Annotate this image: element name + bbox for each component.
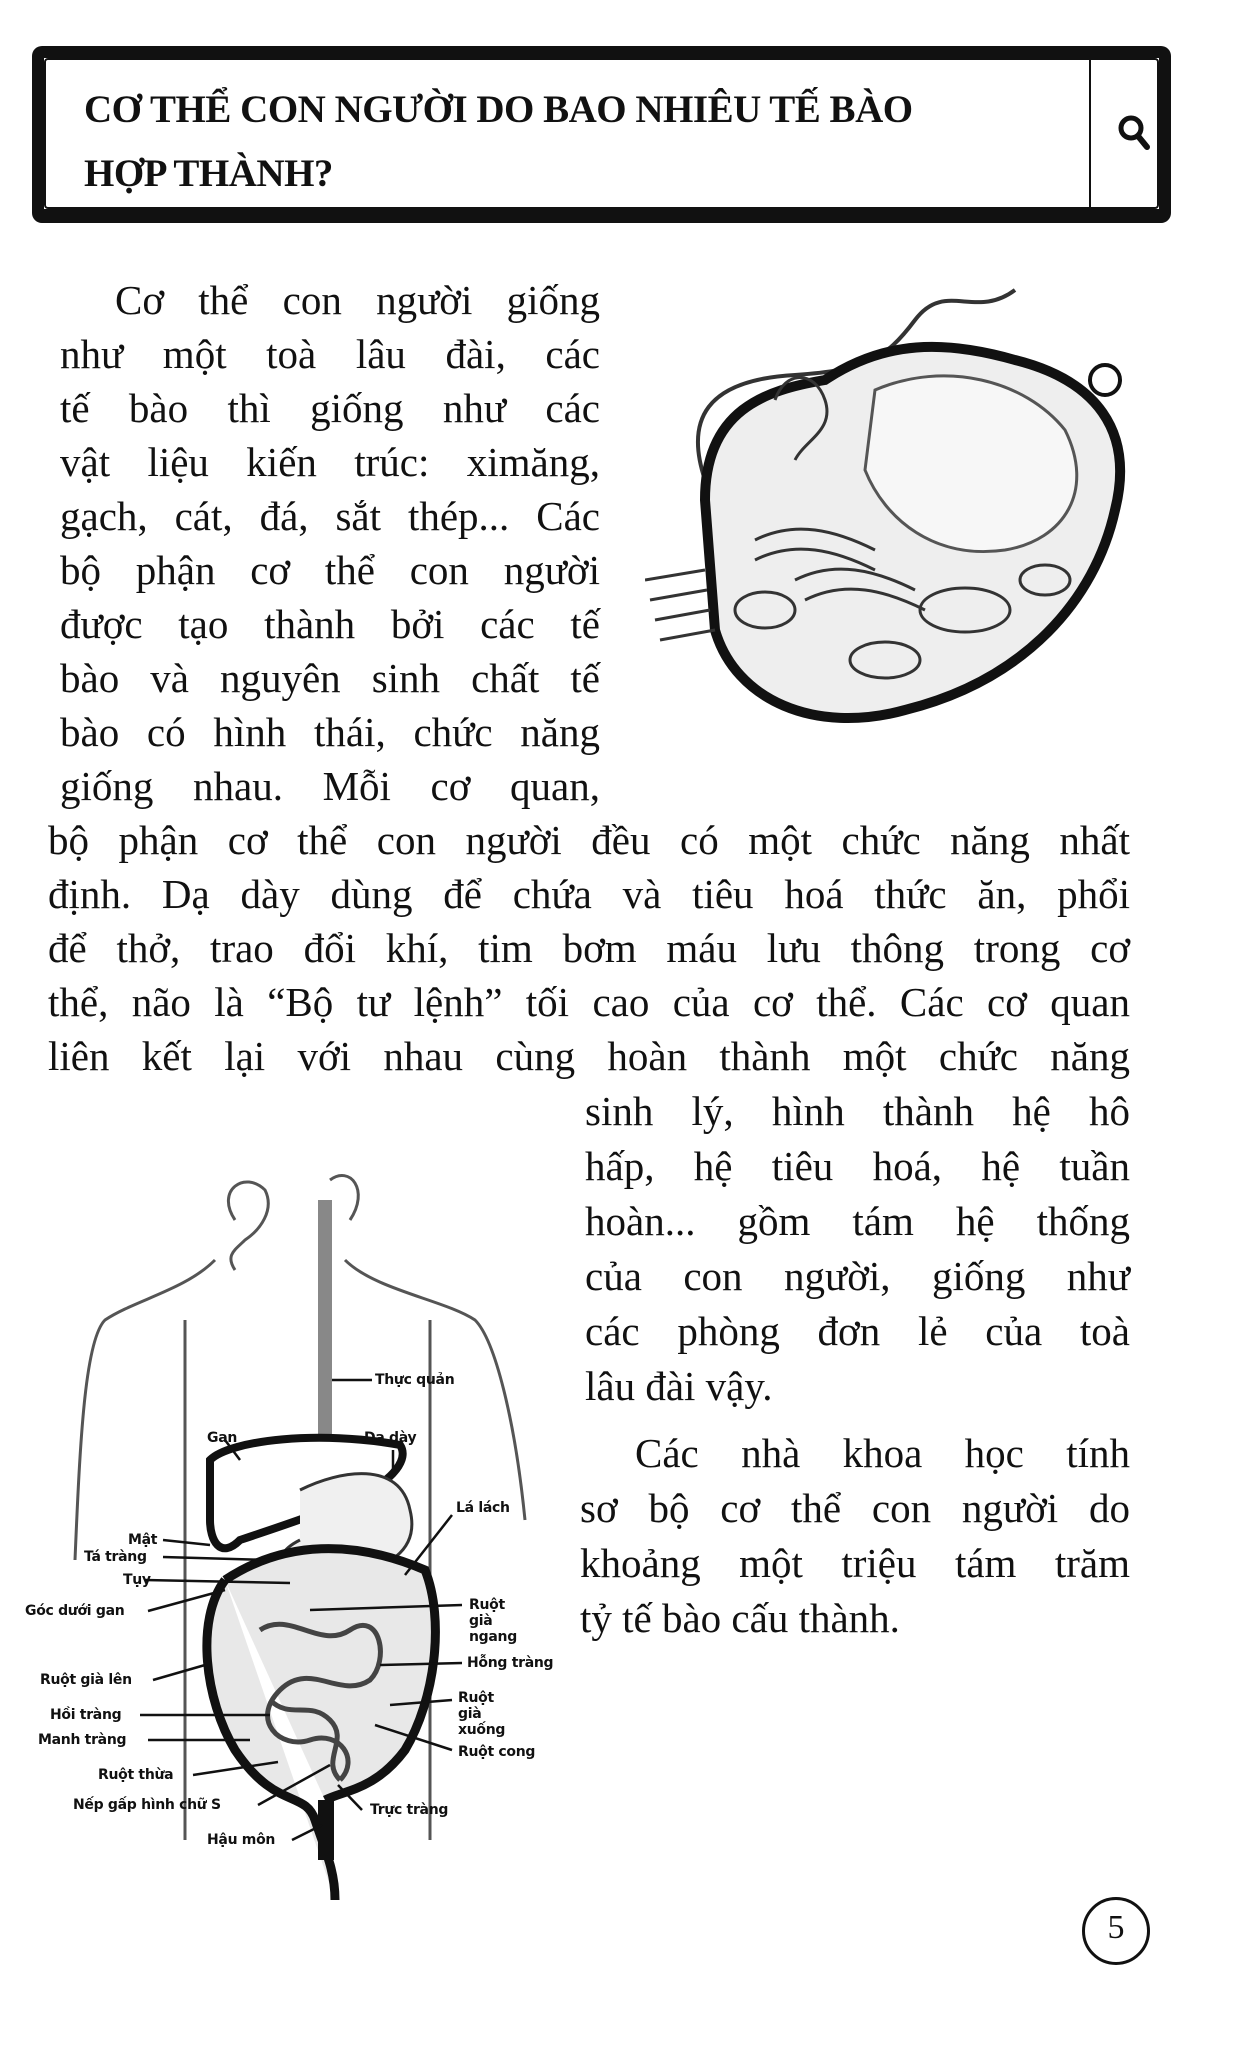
text-line: tế bào thì giống như các xyxy=(60,385,600,431)
label-mat: Mật xyxy=(128,1532,158,1548)
text-line: tỷ tế bào cấu thành. xyxy=(580,1595,900,1641)
text-line: Cơ thể con người giống xyxy=(115,277,600,323)
text-line: hấp, hệ tiêu hoá, hệ tuần xyxy=(585,1143,1130,1189)
text-line: định. Dạ dày dùng để chứa và tiêu hoá thức ăn, phổi xyxy=(48,871,1130,917)
text-line: khoảng một triệu tám trăm xyxy=(580,1540,1130,1586)
label-gan: Gan xyxy=(207,1430,238,1446)
title-box xyxy=(32,46,1171,223)
label-truc-trang: Trực tràng xyxy=(370,1802,449,1818)
search-icon xyxy=(1114,108,1154,158)
label-hau-mon: Hậu môn xyxy=(207,1832,276,1848)
title-line-2: HỢP THÀNH? xyxy=(84,152,333,195)
text-line: lâu đài vậy. xyxy=(585,1363,773,1409)
label-tuy: Tụy xyxy=(123,1572,151,1588)
text-line: liên kết lại với nhau cùng hoàn thành một chức năng xyxy=(48,1033,1130,1079)
text-line: sơ bộ cơ thể con người do xyxy=(580,1485,1130,1531)
text-line: Các nhà khoa học tính xyxy=(635,1430,1130,1476)
label-ruot-gia-xuong: Ruột già xuống xyxy=(458,1690,506,1738)
label-hoi-trang: Hồi tràng xyxy=(50,1707,122,1723)
text-line: vật liệu kiến trúc: ximăng, xyxy=(60,439,600,485)
page-number: 5 xyxy=(1082,1897,1150,1965)
text-line: bào có hình thái, chức năng xyxy=(60,709,600,755)
label-la-lach: Lá lách xyxy=(456,1500,510,1516)
text-line: các phòng đơn lẻ của toà xyxy=(585,1308,1130,1354)
label-goc-duoi-gan: Góc dưới gan xyxy=(25,1603,125,1619)
text-line: thể, não là “Bộ tư lệnh” tối cao của cơ thể. Các cơ quan xyxy=(48,979,1130,1025)
label-ruot-cong: Ruột cong xyxy=(458,1744,536,1760)
title-divider xyxy=(1089,58,1091,209)
digestive-system-diagram xyxy=(0,1160,580,1900)
text-line: được tạo thành bởi các tế xyxy=(60,601,600,647)
text-line: bộ phận cơ thể con người xyxy=(60,547,600,593)
page-title xyxy=(84,78,1084,206)
text-line: gạch, cát, đá, sắt thép... Các xyxy=(60,493,600,539)
cell-illustration xyxy=(645,280,1145,750)
text-line: bào và nguyên sinh chất tế xyxy=(60,655,600,701)
title-line-1: CƠ THỂ CON NGƯỜI DO BAO NHIÊU TẾ BÀO xyxy=(84,88,913,131)
label-ruot-gia-ngang: Ruột già ngang xyxy=(469,1597,517,1645)
text-line: hoàn... gồm tám hệ thống xyxy=(585,1198,1130,1244)
text-line: bộ phận cơ thể con người đều có một chức năng nhất xyxy=(48,817,1130,863)
text-line: sinh lý, hình thành hệ hô xyxy=(585,1088,1130,1134)
label-thuc-quan: Thực quản xyxy=(375,1372,455,1388)
text-line: của con người, giống như xyxy=(585,1253,1130,1299)
label-hong-trang: Hỗng tràng xyxy=(467,1655,554,1671)
label-da-day: Dạ dày xyxy=(364,1430,417,1446)
text-line: như một toà lâu đài, các xyxy=(60,331,600,377)
label-ruot-gia-len: Ruột già lên xyxy=(40,1672,132,1688)
text-line: để thở, trao đổi khí, tim bơm máu lưu thông trong cơ xyxy=(48,925,1130,971)
text-line: giống nhau. Mỗi cơ quan, xyxy=(60,763,600,809)
label-manh-trang: Manh tràng xyxy=(38,1732,127,1748)
label-ta-trang: Tá tràng xyxy=(84,1549,147,1565)
label-ruot-thua: Ruột thừa xyxy=(98,1767,174,1783)
label-nep-gap-hinh-chu-s: Nếp gấp hình chữ S xyxy=(73,1797,221,1813)
